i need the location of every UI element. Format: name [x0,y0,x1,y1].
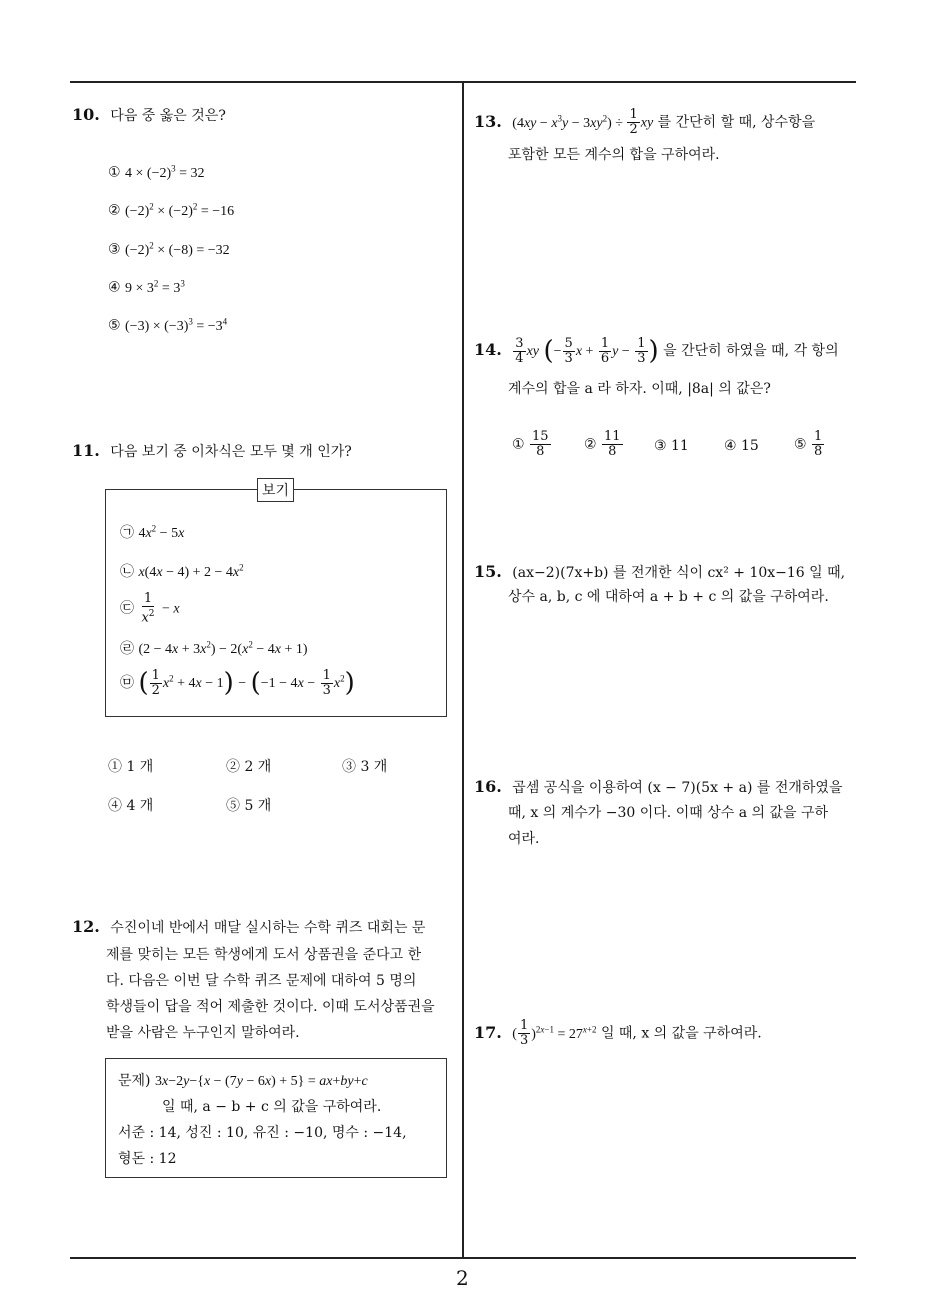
q11-choice-2[interactable]: ② 2 개 [226,759,272,775]
q10-choice-5[interactable]: ⑤ $(-3) \times (-3)^3 = -3^4$ [108,316,228,334]
question-number: 15. [474,562,502,581]
question-13: 13. $(4xy - x^3y - 3xy^2)$ ÷ $\frac{1}{2}$ xy 를 간단히 할 때, 상수항을 [474,107,816,138]
bogi-label: 보기 [257,478,294,502]
bogi-item-2: ㉡ $x(4x - 4) + 2 - 4x^2$ [120,562,244,580]
q14-choice-3[interactable]: ③ 11 [654,438,689,454]
q14-choice-2[interactable]: ② $\frac{11}{8}$ [584,429,621,459]
question-line-5: 받을 사람은 누구인지 말하여라. [106,1025,300,1041]
question-number: 16. [474,777,502,796]
question-12 [72,912,425,943]
question-number: 10. [72,105,100,124]
question-line-2: 제를 맞히는 모든 학생에게 도서 상품권을 준다고 한 [106,947,422,963]
question-line-1: 수진이네 반에서 매달 실시하는 수학 퀴즈 대회는 문 [110,920,426,936]
question-prompt: 다음 보기 중 이차식은 모두 몇 개 인가? [110,444,352,460]
question-number: 11. [72,441,100,460]
bogi-item-5: ㉤ ( $\frac{1}{2}$ $x^2 + 4x - 1) - (-1 - 4x$ − $\frac{1}{3}$ $x^2$) [120,667,355,698]
q14-choice-4[interactable]: ④ 15 [724,438,759,454]
problem-box-line-3: 서준 : 14, 성진 : 10, 유진 : −10, 명수 : −14, [118,1125,407,1141]
q11-choice-1[interactable]: ① 1 개 [108,759,154,775]
question-number: 14. [474,340,502,359]
question-text: (ax−2)(7x+b) 를 전개한 식이 cx² + 10x−16 일 때, [512,565,846,581]
bogi-item-4: ㉣ $(2 - 4x + 3x^2) - 2(x^2 - 4x + 1)$ [120,639,308,657]
question-line-2: 때, x 의 계수가 −30 이다. 이때 상수 a 의 값을 구하 [508,805,829,821]
problem-box-line-2: 일 때, a − b + c 의 값을 구하여라. [162,1099,382,1115]
q10-choice-4[interactable]: ④ $9 \times 3^2 = 3^3$ [108,278,185,296]
question-text: 를 간단히 할 때, 상수항을 [657,114,816,131]
question-number: 17. [474,1022,502,1042]
q14-choice-5[interactable]: ⑤ $\frac{1}{8}$ [794,429,823,459]
q10-choice-3[interactable]: ③ $(-2)^2 \times (-8) = -32$ [108,240,230,258]
question-line-2: 계수의 합을 a 라 하자. 이때, |8a| 의 값은? [508,381,771,397]
bogi-item-3: ㉢ $\frac{1}{x^2}$ − x [120,591,180,626]
question-line-2: 포함한 모든 계수의 합을 구하여라. [508,147,720,163]
column-divider [462,82,464,1257]
question-line-3: 여라. [508,831,540,847]
question-prompt: 다음 중 옳은 것은? [110,108,226,124]
question-11 [72,436,352,467]
q14-choice-1[interactable]: ① $\frac{15}{8}$ [512,429,549,459]
q11-choice-5[interactable]: ⑤ 5 개 [226,798,272,814]
question-text: 을 간단히 하였을 때, 각 항의 [663,343,839,359]
question-text: 일 때, x 의 값을 구하여라. [600,1025,762,1042]
q11-choice-4[interactable]: ④ 4 개 [108,798,154,814]
bottom-rule [70,1257,856,1259]
problem-box-line-1: 문제) 3x−2y−{x − (7y − 6x) + 5} = ax+by+c [118,1073,368,1089]
problem-box-line-4: 형돈 : 12 [118,1151,177,1167]
question-17: 17. ( $\frac{1}{3}$ )$^{2x-1} = 27^{x+2}$ 일 때, x 의 값을 구하여라. [474,1018,762,1049]
q11-choice-3[interactable]: ③ 3 개 [342,759,388,775]
question-14: 14. $\frac{3}{4}$ xy (− $\frac{5}{3}$ x + $\frac{1}{6}$ y − $\frac{1}{3}$ ) 을 간단히 하였을 때, 각 항의 [474,335,839,366]
q10-choice-2[interactable]: ② $(-2)^2 \times (-2)^2 = -16$ [108,201,235,219]
question-line-2: 상수 a, b, c 에 대하여 a + b + c 의 값을 구하여라. [508,589,829,605]
page-number: 2 [456,1266,469,1290]
q10-choice-1[interactable]: ① $4 \times (-2)^3 = 32$ [108,163,205,181]
question-line-3: 다. 다음은 이번 달 수학 퀴즈 문제에 대하여 5 명의 [106,973,417,989]
bogi-item-1: ㉠ $4x^2 - 5x$ [120,523,185,541]
question-10 [72,100,226,131]
question-number: 13. [474,111,502,131]
question-text: 곱셈 공식을 이용하여 (x − 7)(5x + a) 를 전개하였을 [512,780,843,796]
question-number: 12. [72,917,100,936]
question-line-4: 학생들이 답을 적어 제출한 것이다. 이때 도서상품권을 [106,999,435,1015]
